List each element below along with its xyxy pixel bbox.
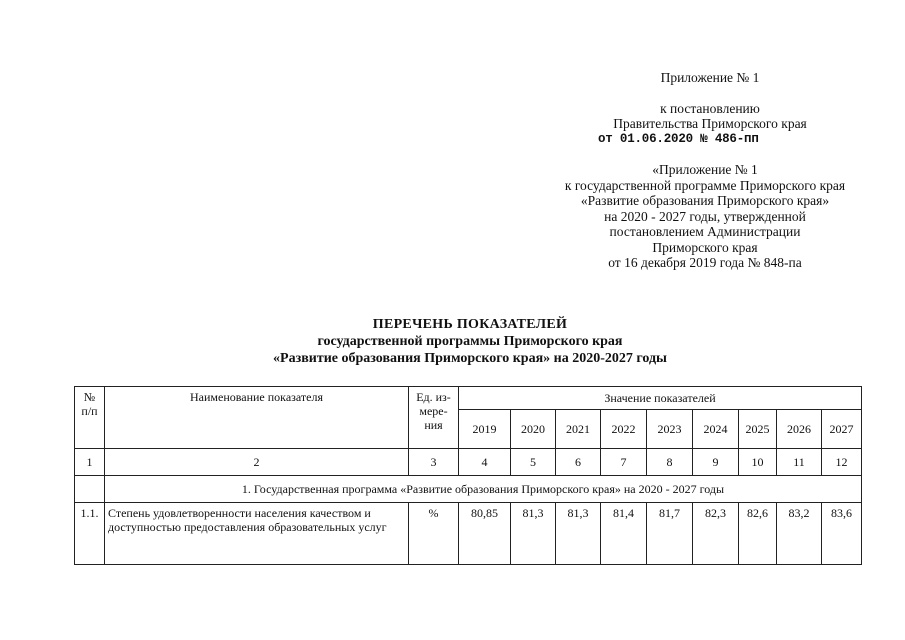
row-value: 83,2: [777, 503, 822, 565]
program-reference-line: от 16 декабря 2019 года № 848-па: [608, 255, 802, 270]
row-value: 82,3: [693, 503, 739, 565]
row-value: 83,6: [822, 503, 862, 565]
column-number: 6: [556, 449, 601, 476]
appendix-line-2: Правительства Приморского края: [613, 116, 807, 131]
row-indicator-name: Степень удовлетворенности населения качеством и доступностью предоставления образовательных услуг: [105, 503, 409, 565]
appendix-line-1: к постановлению: [660, 100, 760, 116]
row-num: 1.1.: [75, 503, 105, 565]
heading-line-3: «Развитие образования Приморского края» на 2020-2027 годы: [273, 351, 667, 366]
program-reference-line: «Приложение № 1: [652, 162, 758, 177]
column-number: 10: [739, 449, 777, 476]
header-year: 2025: [739, 410, 777, 449]
column-number: 11: [777, 449, 822, 476]
column-number: 3: [409, 449, 459, 476]
appendix-order-stamp: от 01.06.2020 № 486-пп: [598, 131, 759, 146]
program-reference-line: Приморского края: [652, 239, 758, 255]
section-title: 1. Государственная программа «Развитие образования Приморского края» на 2020 - 2027 годы: [105, 476, 862, 503]
row-value: 81,7: [647, 503, 693, 565]
header-year: 2026: [777, 410, 822, 449]
column-number: 5: [511, 449, 556, 476]
row-value: 81,4: [601, 503, 647, 565]
column-number: 4: [459, 449, 511, 476]
row-value: 81,3: [511, 503, 556, 565]
document-heading: [150, 316, 790, 367]
column-number: 1: [75, 449, 105, 476]
row-value: 81,3: [556, 503, 601, 565]
row-unit: %: [409, 503, 459, 565]
header-year: 2022: [601, 410, 647, 449]
heading-line-2: государственной программы Приморского края: [317, 334, 623, 349]
section-num-cell: [75, 476, 105, 503]
program-reference-line: на 2020 - 2027 годы, утвержденной: [604, 208, 806, 224]
header-year: 2023: [647, 410, 693, 449]
header-name: Наименование показателя: [105, 387, 409, 449]
row-value: 80,85: [459, 503, 511, 565]
table-row: [75, 503, 862, 565]
header-year: 2024: [693, 410, 739, 449]
header-year: 2020: [511, 410, 556, 449]
column-number: 9: [693, 449, 739, 476]
indicators-table: [74, 386, 862, 565]
header-num: № п/п: [75, 387, 105, 449]
header-values: Значение показателей: [459, 387, 862, 410]
header-unit: Ед. из- мере- ния: [409, 387, 459, 449]
column-number: 12: [822, 449, 862, 476]
program-reference: [520, 162, 890, 271]
header-year: 2021: [556, 410, 601, 449]
column-number: 8: [647, 449, 693, 476]
program-reference-line: к государственной программе Приморского края: [564, 177, 846, 193]
appendix-title: Приложение № 1: [660, 70, 760, 85]
appendix-header: [560, 70, 860, 147]
program-reference-line: «Развитие образования Приморского края»: [580, 193, 830, 208]
row-value: 82,6: [739, 503, 777, 565]
program-reference-line: постановлением Администрации: [609, 224, 801, 239]
column-number: 2: [105, 449, 409, 476]
heading-main: ПЕРЕЧЕНЬ ПОКАЗАТЕЛЕЙ: [372, 317, 568, 332]
header-year: 2019: [459, 410, 511, 449]
header-year: 2027: [822, 410, 862, 449]
column-number: 7: [601, 449, 647, 476]
